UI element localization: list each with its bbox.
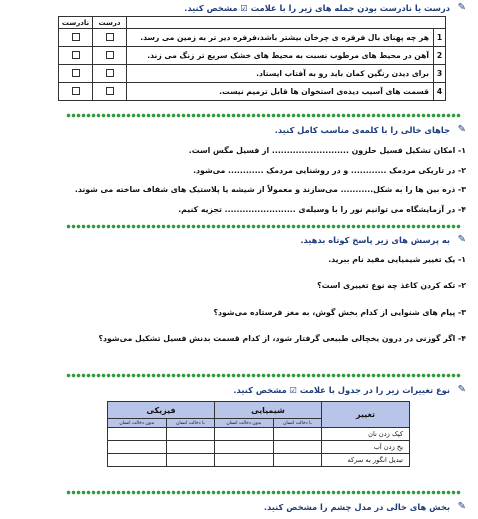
dotted-divider	[66, 224, 461, 229]
incorrect-checkbox[interactable]	[59, 83, 93, 101]
statement: برای دیدن رنگین کمان باید رو به آفتاب ایستاد.	[127, 65, 434, 83]
dotted-divider	[66, 113, 461, 118]
table-row	[59, 47, 446, 65]
table-row	[59, 83, 446, 101]
fill-blank-line: ۳- ذره بین ها را به شکل........... می‌سازند و معمولاً از شیشه یا پلاستیک های شفاف ساخته می شوند.	[74, 185, 466, 194]
table-row	[108, 428, 410, 441]
pencil-icon: ✎	[457, 384, 466, 395]
fill-blank-line: ۴- در آزمایشگاه می توانیم نور را با وسیله‌ی ........................ تجزیه کنیم.	[178, 205, 466, 214]
change-item: تبدیل انگور به سرکه	[322, 454, 410, 467]
table-corner	[127, 17, 446, 29]
sub-without-human: بدون دخالت انسان	[215, 419, 274, 428]
answer-cell[interactable]	[273, 454, 321, 467]
pencil-icon: ✎	[457, 124, 466, 135]
statement: آهن در محیط های مرطوب نسبت به محیط های خشک سریع تر زنگ می زند.	[127, 47, 434, 65]
section1-heading	[184, 3, 466, 13]
col-chemical: شیمیایی	[215, 402, 322, 419]
answer-cell[interactable]	[108, 441, 167, 454]
correct-checkbox[interactable]	[93, 29, 127, 47]
row-number: 1	[434, 29, 446, 47]
statement: قسمت های آسیب دیده‌ی استخوان ها قابل ترمیم نیست.	[127, 83, 434, 101]
answer-cell[interactable]	[273, 428, 321, 441]
question-line: ۴- اگر گوزنی در درون یخچالی طبیعی گرفتار شود، از کدام قسمت بدنش فسیل تشکیل می‌شود؟	[98, 334, 466, 343]
correct-checkbox[interactable]	[93, 65, 127, 83]
change-type-table	[107, 401, 410, 467]
statement: هر چه پهنای بال فرفره ی چرخان بیشتر باشد،فرفره دیر تر به زمین می رسد.	[127, 29, 434, 47]
col-correct: درست	[93, 17, 127, 29]
dotted-divider	[66, 490, 461, 495]
pencil-icon: ✎	[457, 234, 466, 245]
section1-heading-text: درست یا نادرست بودن جمله های زیر را با علامت ☑ مشخص کنید.	[184, 3, 450, 13]
true-false-table	[58, 16, 446, 101]
fill-blank-line: ۱- امکان تشکیل فسیل حلزون .......................... از فسیل مگس است.	[188, 146, 466, 155]
table-row	[59, 65, 446, 83]
col-incorrect: نادرست	[59, 17, 93, 29]
incorrect-checkbox[interactable]	[59, 65, 93, 83]
answer-cell[interactable]	[166, 428, 214, 441]
section2-heading-text: جاهای خالی را با کلمه‌ی مناسب کامل کنید.	[274, 125, 450, 135]
section3-heading-text: به پرسش های زیر پاسخ کوتاه بدهید.	[300, 235, 450, 245]
fill-blank-line: ۲- در تاریکی مردمک ............ و در روشنایی مردمک ............ می‌شود.	[193, 166, 466, 175]
answer-cell[interactable]	[273, 441, 321, 454]
question-line: ۱- یک تغییر شیمیایی مفید نام ببرید.	[328, 255, 466, 264]
answer-cell[interactable]	[215, 454, 274, 467]
answer-cell[interactable]	[215, 441, 274, 454]
correct-checkbox[interactable]	[93, 83, 127, 101]
sub-with-human: با دخالت انسان	[166, 419, 214, 428]
row-number: 2	[434, 47, 446, 65]
sub-with-human: با دخالت انسان	[273, 419, 321, 428]
question-line: ۳- پیام های شنوایی از کدام بخش گوش، به مغز فرستاده می‌شود؟	[213, 308, 466, 317]
section4-heading	[233, 385, 466, 395]
col-physical: فیزیکی	[108, 402, 215, 419]
change-item: کپک زدن نان	[322, 428, 410, 441]
change-item: یخ زدن آب	[322, 441, 410, 454]
table-row	[59, 29, 446, 47]
pencil-icon: ✎	[457, 501, 466, 512]
section5-heading-text: بخش های خالی در مدل چشم را مشخص کنید.	[263, 502, 450, 512]
answer-cell[interactable]	[166, 441, 214, 454]
pencil-icon: ✎	[457, 2, 466, 13]
answer-cell[interactable]	[108, 428, 167, 441]
section3-heading	[300, 235, 466, 245]
correct-checkbox[interactable]	[93, 47, 127, 65]
answer-cell[interactable]	[108, 454, 167, 467]
incorrect-checkbox[interactable]	[59, 29, 93, 47]
table-row	[108, 441, 410, 454]
sub-without-human: بدون دخالت انسان	[108, 419, 167, 428]
section2-heading	[275, 125, 466, 135]
row-number: 4	[434, 83, 446, 101]
dotted-divider	[66, 373, 461, 378]
incorrect-checkbox[interactable]	[59, 47, 93, 65]
row-number: 3	[434, 65, 446, 83]
section5-heading	[264, 502, 466, 512]
table-row	[108, 454, 410, 467]
answer-cell[interactable]	[166, 454, 214, 467]
answer-cell[interactable]	[215, 428, 274, 441]
question-line: ۲- تکه کردن کاغذ چه نوع تغییری است؟	[317, 281, 466, 290]
col-change: تغییر	[322, 402, 410, 428]
section4-heading-text: نوع تغییرات زیر را در جدول با علامت ☑ مشخص کنید.	[233, 385, 450, 395]
